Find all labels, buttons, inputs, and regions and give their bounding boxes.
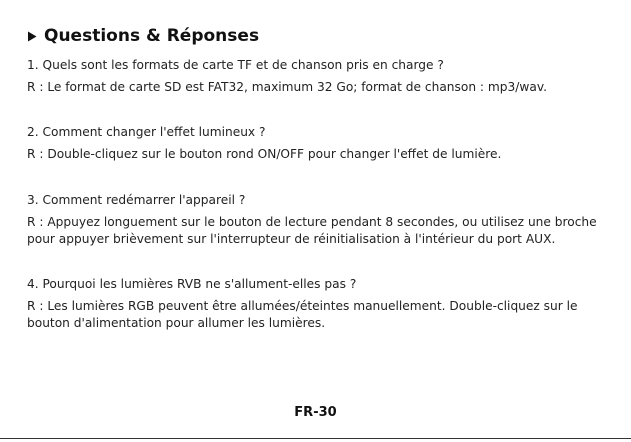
qa-item-4 xyxy=(27,276,617,332)
bottom-divider xyxy=(0,438,631,439)
answer-1: R : Le format de carte SD est FAT32, maximum 32 Go; format de chanson : mp3/wav. xyxy=(27,80,547,94)
question-1: 1. Quels sont les formats de carte TF et de chanson pris en charge ? xyxy=(27,58,444,72)
section-title: Questions & Réponses xyxy=(44,26,260,46)
question-4: 4. Pourquoi les lumières RVB ne s'allument-elles pas ? xyxy=(27,277,357,291)
question-3: 3. Comment redémarrer l'appareil ? xyxy=(27,193,246,207)
answer-2: R : Double-cliquez sur le bouton rond ON/OFF pour changer l'effet de lumière. xyxy=(27,147,502,161)
answer-4: R : Les lumières RGB peuvent être allumées/éteintes manuellement. Double-cliquez sur le bouton d'alimentation pour allumer les lumières. xyxy=(27,299,578,330)
section-heading xyxy=(27,23,259,49)
qa-item-3 xyxy=(27,192,617,248)
page-number: FR-30 xyxy=(294,405,337,420)
pointer-arrow-icon xyxy=(27,31,37,42)
answer-3: R : Appuyez longuement sur le bouton de lecture pendant 8 secondes, ou utilisez une broche pour appuyer brièvement sur l'interrupteur de réinitialisation à l'intérieur du port AUX. xyxy=(27,215,597,246)
qa-item-2 xyxy=(27,124,617,163)
qa-item-1 xyxy=(27,57,617,96)
question-2: 2. Comment changer l'effet lumineux ? xyxy=(27,125,266,139)
